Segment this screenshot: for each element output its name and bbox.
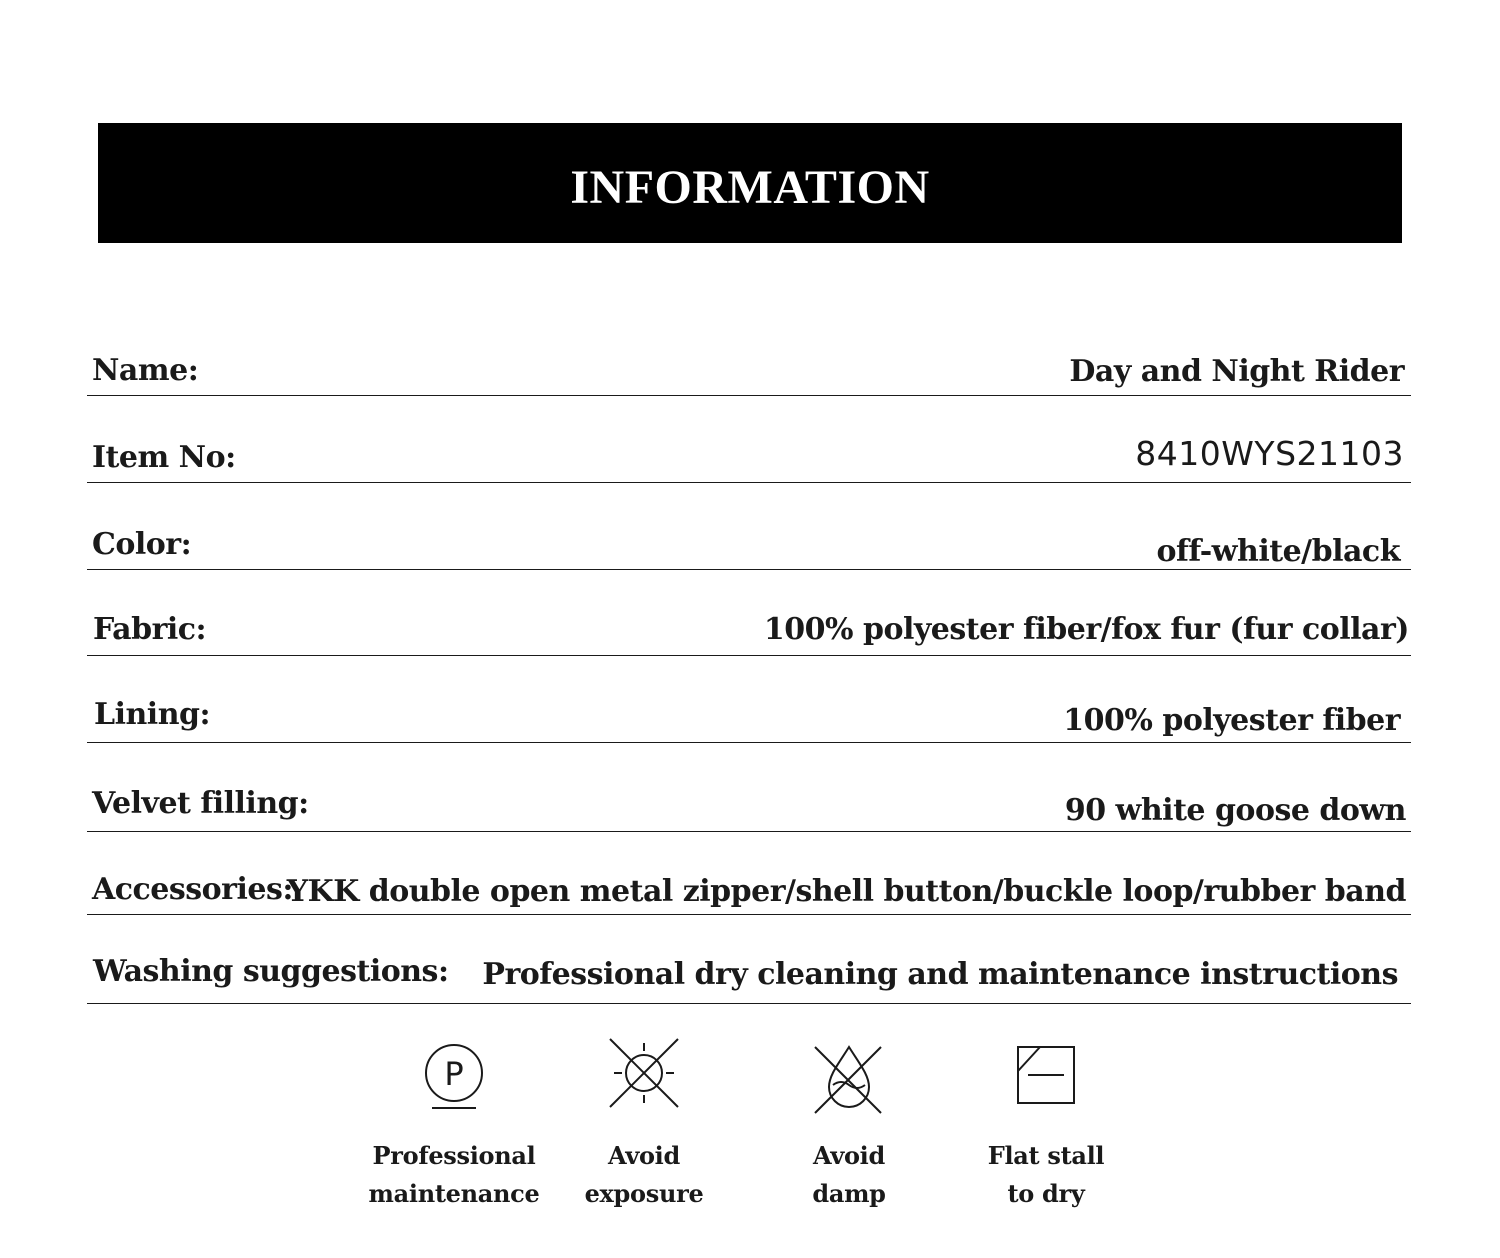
spec-value: 100% polyester fiber/fox fur (fur collar): [763, 612, 1409, 647]
spec-value: Professional dry cleaning and maintenance instructions: [482, 957, 1398, 992]
spec-label: Lining:: [94, 697, 211, 732]
spec-value: Day and Night Rider: [1069, 354, 1404, 389]
spec-row-lining: [87, 691, 1411, 743]
dry-flat-icon: [1006, 1035, 1086, 1115]
spec-label: Color:: [92, 527, 192, 562]
spec-value: 90 white goose down: [1064, 793, 1406, 828]
svg-text:P: P: [444, 1055, 464, 1093]
spec-value: off-white/black: [1156, 534, 1400, 569]
page-title: INFORMATION: [570, 160, 930, 214]
spec-row-velvet-filling: [87, 778, 1411, 832]
spec-label: Item No:: [92, 440, 236, 475]
care-item-avoid-damp: [790, 1035, 908, 1213]
no-sun-icon: [604, 1035, 684, 1115]
care-label: Avoid damp: [812, 1141, 886, 1208]
spec-row-color: [87, 520, 1411, 570]
spec-label: Velvet filling:: [92, 786, 309, 821]
spec-value: YKK double open metal zipper/shell button/buckle loop/rubber band: [286, 874, 1406, 909]
spec-label: Name:: [92, 353, 199, 388]
spec-value: 8410WYS21103: [1135, 434, 1404, 473]
professional-cleaning-p-icon: [414, 1035, 494, 1115]
care-item-professional: [356, 1035, 552, 1213]
spec-row-name: [87, 345, 1411, 396]
care-label: Professional maintenance: [368, 1141, 540, 1208]
spec-row-washing: [87, 945, 1411, 1004]
care-label: Flat stall to dry: [987, 1141, 1105, 1208]
no-moisture-icon: [809, 1035, 889, 1115]
care-item-avoid-exposure: [576, 1035, 712, 1213]
spec-label: Washing suggestions:: [93, 954, 449, 989]
spec-label: Accessories:: [92, 872, 293, 907]
spec-value: 100% polyester fiber: [1063, 703, 1400, 738]
care-label: Avoid exposure: [584, 1141, 704, 1208]
spec-row-item-no: [87, 432, 1411, 483]
spec-row-accessories: [87, 864, 1411, 915]
header-banner: [98, 123, 1402, 243]
spec-label: Fabric:: [93, 612, 207, 647]
spec-row-fabric: [87, 604, 1411, 656]
care-item-flat-dry: [976, 1035, 1116, 1213]
